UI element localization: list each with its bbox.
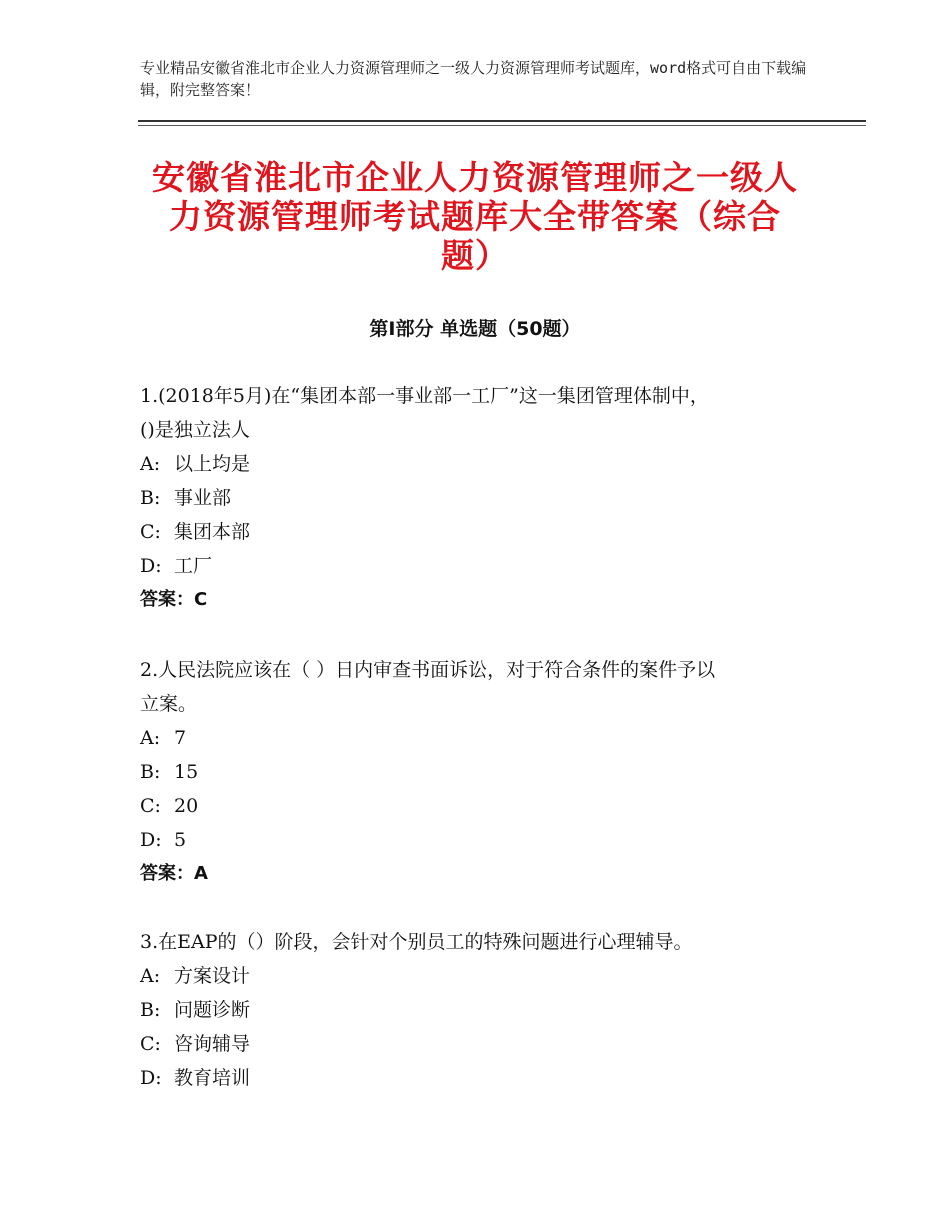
question-3	[140, 925, 810, 1095]
option-label: D:	[140, 555, 162, 577]
option-label: D:	[140, 829, 162, 851]
question-2	[140, 653, 810, 891]
answer-prefix: 答案：	[140, 863, 194, 884]
option-b	[140, 481, 810, 515]
option-c	[140, 1027, 810, 1061]
option-label: C:	[140, 1033, 161, 1055]
option-c	[140, 789, 810, 823]
answer-prefix: 答案：	[140, 589, 194, 610]
question-stem-line: 立案。	[140, 693, 198, 715]
answer-value: A	[194, 863, 208, 884]
answer-line	[140, 857, 810, 891]
option-b	[140, 755, 810, 789]
header-note: 专业精品安徽省淮北市企业人力资源管理师之一级人力资源管理师考试题库，word格式可自由下载编辑，附完整答案！	[140, 59, 807, 99]
question-stem-line: 2.人民法院应该在（ ）日内审查书面诉讼，对于符合条件的案件予以	[140, 659, 716, 681]
question-1	[140, 379, 810, 617]
option-b	[140, 993, 810, 1027]
option-text: 方案设计	[174, 965, 251, 987]
question-stem-line: 3.在EAP的（）阶段，会针对个别员工的特殊问题进行心理辅导。	[140, 931, 693, 953]
document-title	[140, 158, 810, 275]
option-label: B:	[140, 761, 161, 783]
section-title: 第Ⅰ部分 单选题（50题）	[369, 318, 581, 340]
header-divider-thin	[138, 125, 866, 126]
answer-line	[140, 583, 810, 617]
option-text: 集团本部	[174, 521, 251, 543]
option-label: C:	[140, 521, 161, 543]
option-d	[140, 549, 810, 583]
option-text: 15	[174, 761, 199, 783]
option-text: 20	[174, 795, 199, 817]
option-a	[140, 721, 810, 755]
option-a	[140, 959, 810, 993]
option-text: 咨询辅导	[174, 1033, 251, 1055]
title-line-2: 力资源管理师考试题库大全带答案（综合	[169, 197, 781, 236]
option-d	[140, 823, 810, 857]
option-text: 教育培训	[174, 1067, 251, 1089]
question-stem-line: ()是独立法人	[140, 419, 250, 441]
option-label: B:	[140, 487, 161, 509]
option-a	[140, 447, 810, 481]
option-label: A:	[140, 453, 161, 475]
header-divider-thick	[138, 120, 866, 122]
option-d	[140, 1061, 810, 1095]
question-stem-line: 1.(2018年5月)在“集团本部一事业部一工厂”这一集团管理体制中，	[140, 385, 709, 407]
option-text: 工厂	[174, 555, 213, 577]
option-c	[140, 515, 810, 549]
option-label: D:	[140, 1067, 162, 1089]
option-text: 问题诊断	[174, 999, 251, 1021]
option-label: A:	[140, 727, 161, 749]
option-label: A:	[140, 965, 161, 987]
option-label: C:	[140, 795, 161, 817]
title-line-3: 题）	[441, 236, 509, 275]
option-label: B:	[140, 999, 161, 1021]
option-text: 以上均是	[174, 453, 251, 475]
option-text: 事业部	[174, 487, 232, 509]
answer-value: C	[194, 589, 208, 610]
option-text: 7	[174, 727, 187, 749]
title-line-1: 安徽省淮北市企业人力资源管理师之一级人	[152, 158, 798, 197]
option-text: 5	[174, 829, 187, 851]
